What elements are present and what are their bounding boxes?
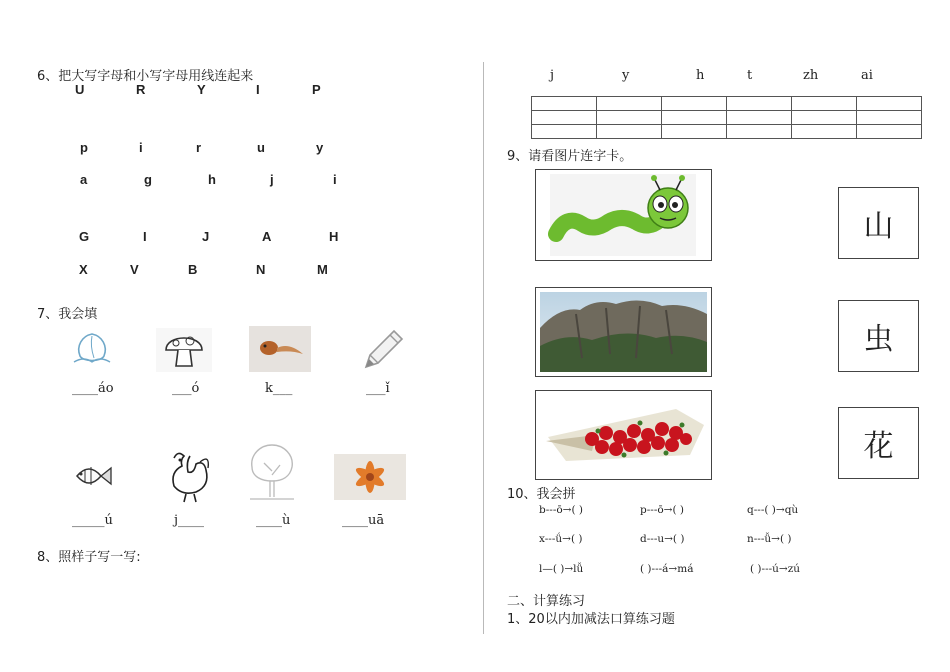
mountain-photo [536, 288, 711, 376]
caterpillar-card[interactable] [535, 169, 712, 261]
pinyin-blank[interactable]: ____uā [342, 513, 385, 528]
letter: Y [197, 82, 206, 97]
letter: i [139, 140, 143, 155]
letter: X [79, 262, 88, 277]
tree-icon [244, 441, 300, 507]
letter: N [256, 262, 266, 277]
pencil-icon [360, 325, 408, 377]
spelling-item[interactable]: b---ō→( ) [539, 504, 584, 516]
spelling-item[interactable]: d---u→( ) [640, 533, 685, 545]
tadpole-icon [249, 326, 311, 376]
letter: i [333, 172, 337, 187]
spelling-item[interactable]: l—( )→lǚ [539, 563, 584, 575]
pinyin-blank[interactable]: k___ [265, 381, 293, 396]
letter: a [80, 172, 88, 187]
flower-bouquet-photo [536, 391, 711, 479]
letter: P [312, 82, 321, 97]
pinyin-letter: y [622, 68, 630, 83]
letter: R [136, 82, 146, 97]
letter: U [75, 82, 85, 97]
flower-icon [334, 454, 406, 504]
letter: u [257, 140, 265, 155]
section2-title: 二、计算练习 [507, 594, 586, 609]
spelling-item[interactable]: n---ǚ→( ) [747, 533, 792, 545]
caterpillar-icon [536, 170, 711, 260]
pinyin-letter: t [747, 68, 753, 83]
pinyin-letter: h [696, 68, 705, 83]
letter: M [317, 262, 328, 277]
q9-title: 9、请看图片连字卡。 [507, 149, 633, 164]
q8-title: 8、照样子写一写: [37, 550, 141, 565]
letter: B [188, 262, 198, 277]
pinyin-letter: j [550, 68, 555, 83]
letter: h [208, 172, 216, 187]
q7-title: 7、我会填 [37, 307, 98, 322]
char-card-chong[interactable]: 虫 [838, 300, 919, 372]
rooster-icon [160, 446, 216, 508]
pinyin-blank[interactable]: ___ó [172, 381, 200, 396]
bouquet-card[interactable] [535, 390, 712, 480]
letter: I [143, 229, 147, 244]
letter: r [196, 140, 202, 155]
letter: p [80, 140, 88, 155]
pinyin-blank[interactable]: _____ú [72, 513, 113, 528]
pinyin-letter: ai [861, 68, 873, 83]
fish-icon [71, 456, 113, 500]
spelling-item[interactable]: x---ǘ→( ) [539, 533, 583, 545]
char-card-hua[interactable]: 花 [838, 407, 919, 479]
letter: V [130, 262, 139, 277]
pinyin-blank[interactable]: j____ [174, 513, 205, 528]
letter: H [329, 229, 339, 244]
writing-grid[interactable] [531, 96, 922, 139]
letter: A [262, 229, 272, 244]
column-divider [483, 62, 484, 634]
section2-item1: 1、20以内加减法口算练习题 [507, 612, 675, 627]
letter: j [270, 172, 274, 187]
letter: I [256, 82, 260, 97]
pinyin-blank[interactable]: ____áo [72, 381, 114, 396]
letter: G [79, 229, 90, 244]
mushroom-icon [156, 328, 212, 376]
char-card-shan[interactable]: 山 [838, 187, 919, 259]
spelling-item[interactable]: q---( )→qù [747, 504, 799, 516]
spelling-item[interactable]: p---ō→( ) [640, 504, 685, 516]
letter: y [316, 140, 324, 155]
spelling-item[interactable]: ( )---ú→zú [750, 563, 801, 575]
mountain-card[interactable] [535, 287, 712, 377]
letter: J [202, 229, 210, 244]
pinyin-blank[interactable]: ___ǐ [366, 381, 390, 396]
peach-icon [70, 328, 114, 372]
spelling-item[interactable]: ( )---á→má [640, 563, 694, 575]
pinyin-letter: zh [803, 68, 819, 83]
q6-title: 6、把大写字母和小写字母用线连起来 [37, 69, 254, 84]
pinyin-blank[interactable]: ____ù [256, 513, 291, 528]
q10-title: 10、我会拼 [507, 487, 576, 502]
letter: g [144, 172, 152, 187]
